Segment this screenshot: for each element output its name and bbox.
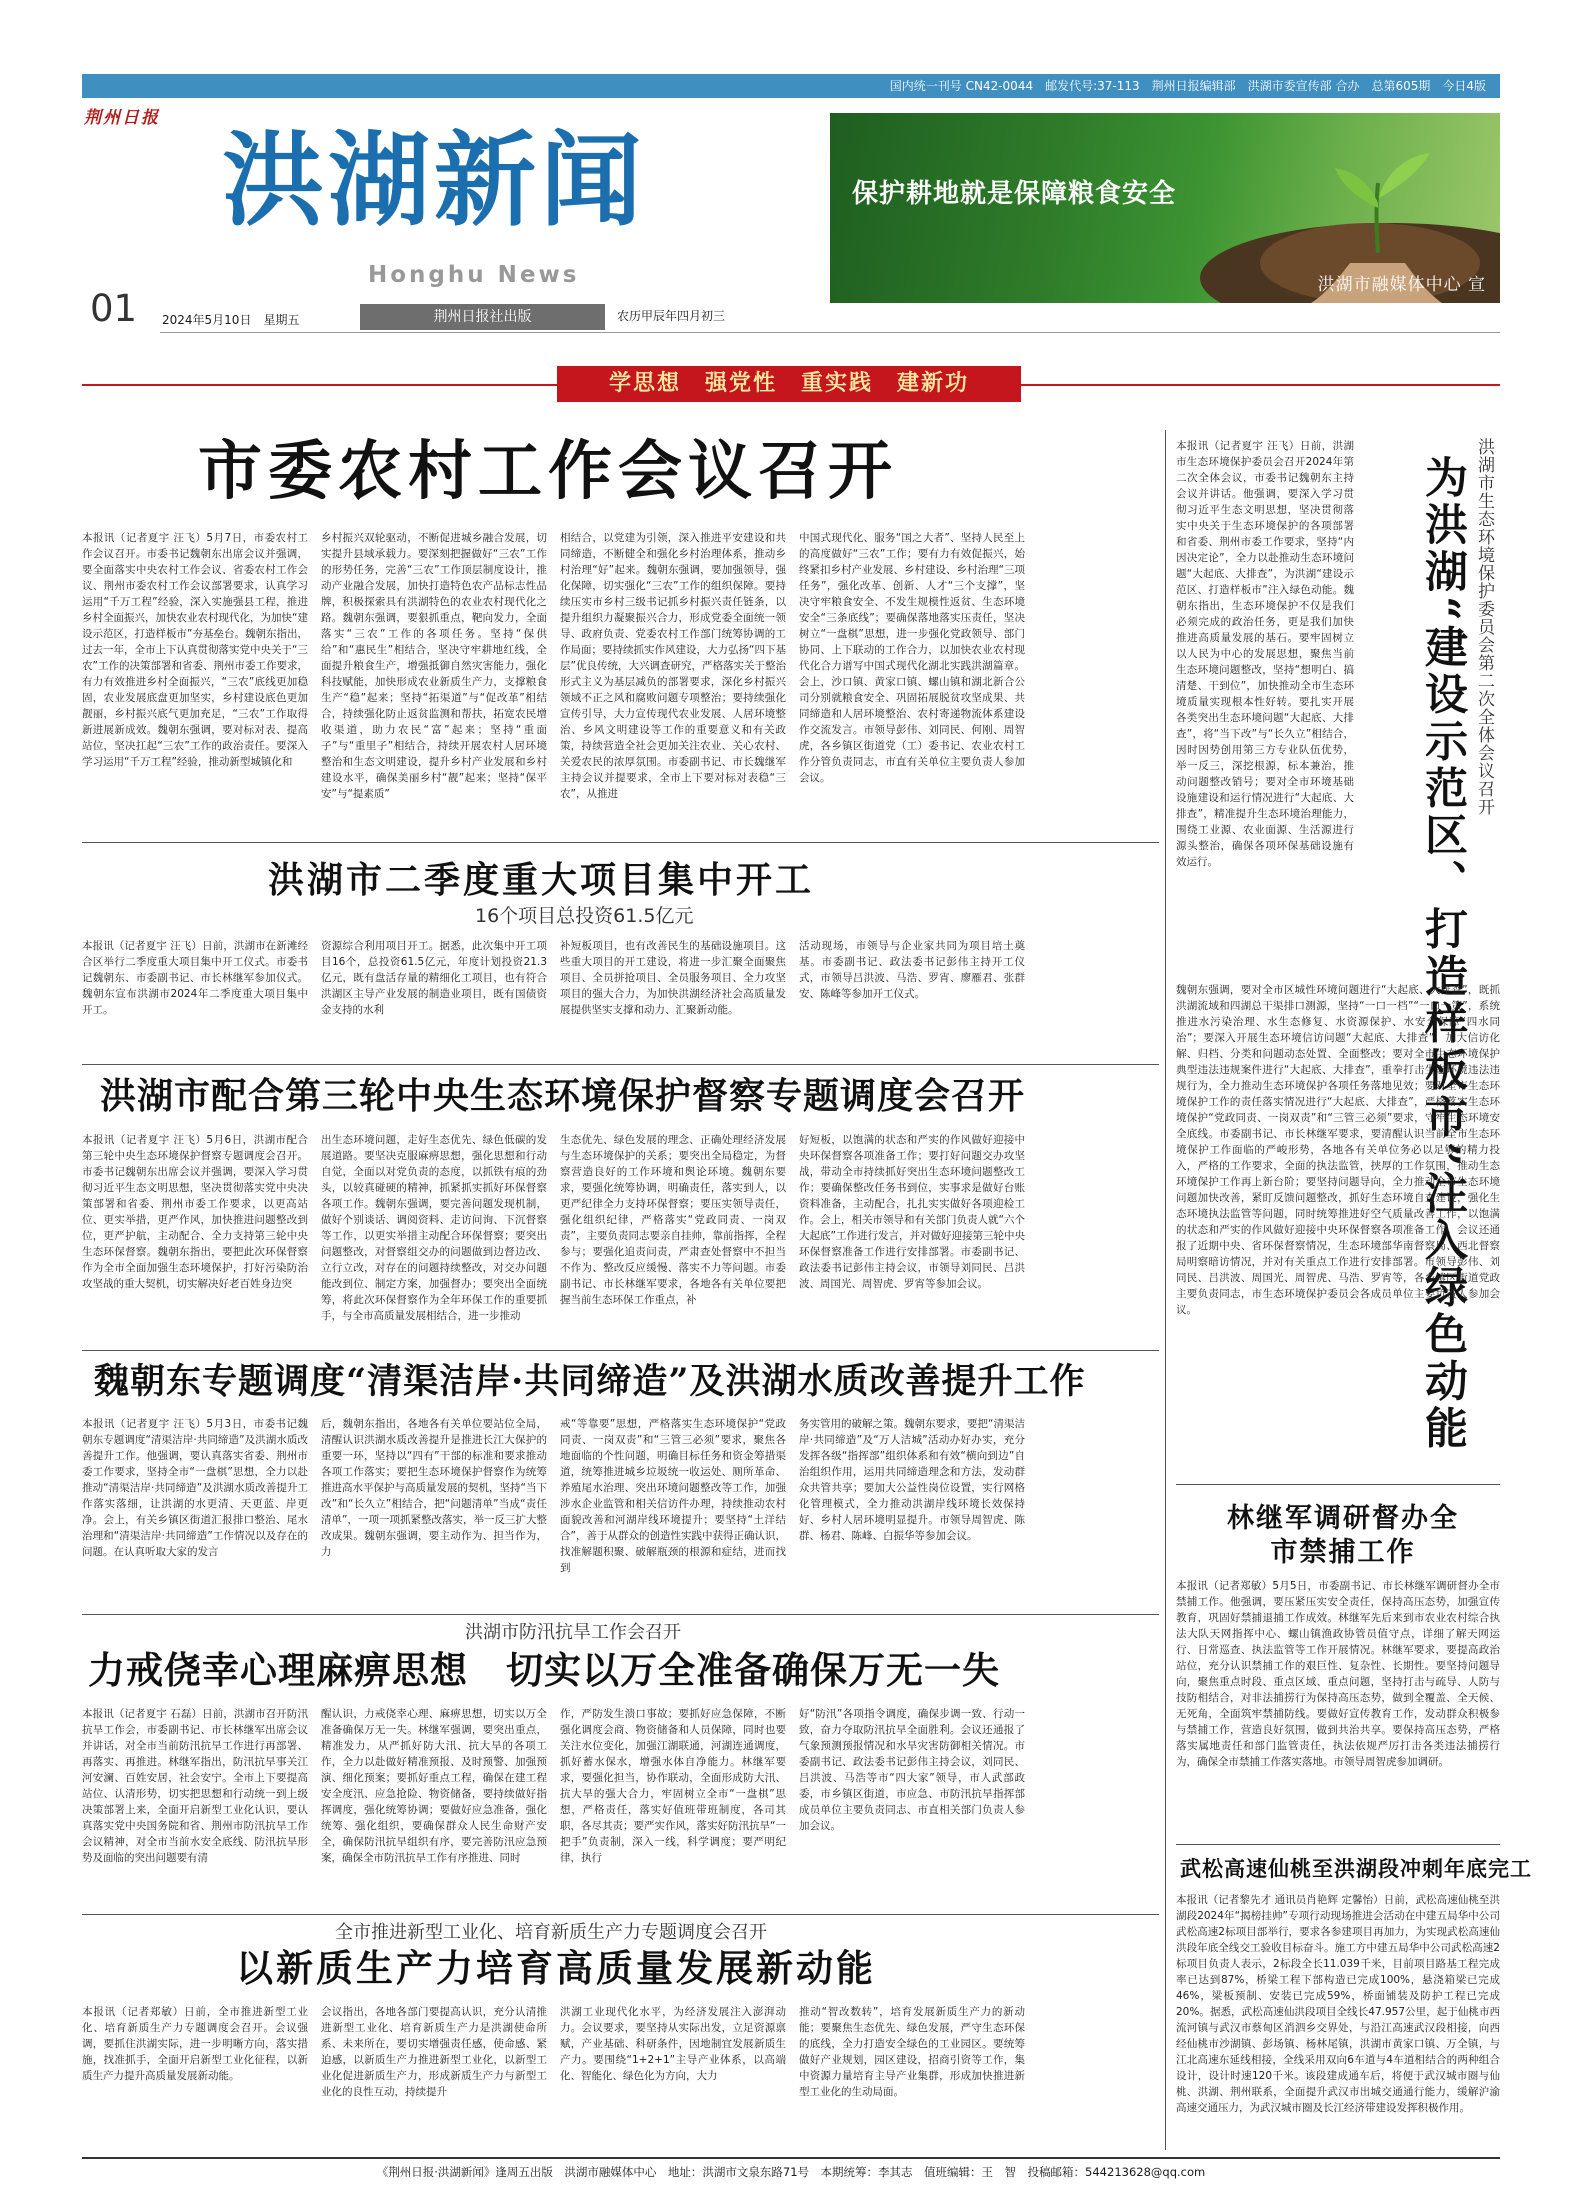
article-column: 本报讯（记者夏宇 石磊）日前，洪湖市召开防汛抗旱工作会，市委副书记、市长林继军出席会议并讲话，对全市当前防汛抗旱工作进行再部署、再落实、再推进。林继军指出，防汛抗旱事关江河安澜、百姓安居，社会安宁。全市上下要提高站位、认清形势，切实把思想和行动统一到上级决策部署上来，全面开启新型工业化认识，要认真落实党中央国务院和省、荆州市防汛抗旱工作会议精神，对全市当前水安全底线、防汛抗旱形势及面临的突出问题要有清 [82,1708,308,1864]
headline-major-projects: 洪湖市二季度重大项目集中开工 [268,859,815,901]
article-column: 魏朝东强调，要对全市区城性环境问题进行“大起底、大排查”，既抓洪湖流域和四湖总干渠排口测源，坚持“一口一档”“一口一策”，系统推进水污染治理、水生态修复、水资源保护、水安全保障“四水同治”；要深入开展生态环境信访问题“大起底、大排查”，加大信访化解、归档、分类和问题动态处置、全面整改；要对全市生态环境保护典型违法违规案件进行“大起底、大排查”，重拳打击生态环境违法违规行为，全力推动生态环境保护各项任务落地见效；要对全市生态环境保护工作的责任落实情况进行“大起底、大排查”，严格落实生态环境保护“党政同责、一岗双责”和“三管三必须”要求，守牢生态环境安全底线。市委副书记、市长林继军要求，要清醒认识当前全市生态环境保护工作面临的严峻形势，各地各有关单位务必以足够的精力投入，严格的工作要求，全面的执法监管，挟厚的工作氛围，推动生态环境保护工作再上新台阶；要坚持问题导向，全力推动全市生态环境问题加快改善，紧盯反馈问题整改，抓好生态环境自查建设，强化生态环境执法监管等问题，同时统筹推进好空气质量改善工作，以饱满的状态和严实的作风做好迎接中央环保督察各项准备工作。会议还通报了近期中央、省环保督察情况，生态环境部华南督察局、西北督察局明察暗访情况，并对有关重点工作进行安排部署。市领导彭伟、刘同民、吕洪波、周国光、周智虎、马浩、罗宵等，各乡镇区街道党政主要负责同志，市生态环境保护委员会各成员单位主要负责人参加会议。 [1176,984,1500,1316]
headline-flood-control: 力戒侥幸心理麻痹思想 切实以万全准备确保万无一失 [88,1648,1000,1692]
section-divider [1176,1484,1500,1485]
slogan-ribbon: 学思想 强党性 重实践 建新功 [557,366,1021,402]
subheadline-eco-committee: 洪湖市生态环境保护委员会第二次全体会议召开 [1474,438,1494,816]
article-column: 本报讯（记者夏宇 汪飞）日前，洪湖市在新滩经合区举行二季度重大项目集中开工仪式。市委书记魏朝东、市委副书记、市长林继军参加仪式。魏朝东宣布洪湖市2024年二季度重大项目集中开工。 [82,940,308,1016]
article-column: 推动“智改数转”，培育发展新质生产力的新动能；要聚焦生态优先、绿色发展，严守生态环保的底线，全力打造安全绿色的工业园区。要统筹做好产业规划，园区建设，招商引资等工作，集中资源力量培育主导产业集群，形成加快推进新型工业化的生动局面。 [799,2006,1025,2098]
section-divider [82,1064,1159,1065]
page-number: 01 [90,287,138,330]
imprint-footer: 《荆州日报·洪湖新闻》逢周五出版 洪湖市融媒体中心 地址：洪湖市文泉东路71号 本期统筹：李其志 值班编辑：王 智 投稿邮箱：544213628@qq.com [376,2165,1206,2179]
lunar-date: 农历甲辰年四月初三 [617,309,726,323]
article-column: 中国式现代化、服务“国之大者”、坚持人民至上的高度做好“三农”工作；要有力有效促振兴，始终紧扣乡村产业发展、乡村建设、乡村治理“三项任务”，强化改革、创新、人才“三个支撑”，坚决守牢粮食安全、不发生规模性返贫、生态环境安全“三条底线”；要确保落地落实压责任，坚决树立“一盘棋”思想，进一步强化党政领导、部门协同、上下联动的工作合力，以加快农业农村现代化合力谱写中国式现代化湖北实践洪湖篇章。会上，沙口镇、黄家口镇、螺山镇和湖北新合公司分别就粮食安全、巩固拓展脱贫攻坚成果、共同缔造和人居环境整治、农村寄递物流体系建设作交流发言。市领导彭伟、刘同民、何刚、周智虎，各乡镇区街道党（工）委书记、农业农村工作分管负责同志，市直有关单位主要负责人参加会议。 [799,532,1025,784]
issue-date: 2024年5月10日 星期五 [162,313,300,327]
column-divider [1165,430,1166,2150]
article-column: 好短板，以饱满的状态和严实的作风做好迎接中央环保督察各项准备工作；要打好问题交办攻坚战，带动全市持续抓好突出生态环境问题整改工作；要确保整改任务书到位，实事求是做好台账资料准备，主动配合，扎扎实实做好各项迎检工作。会上，相关市领导和有关部门负责人就“六个大起底”工作进行发言，并对做好迎接第三轮中央环保督察准备工作进行安排部署。市委副书记、政法委书记彭伟主持会议，市领导刘同民、吕洪波、周国光、周智虎、罗宵等参加会议。 [799,1134,1025,1290]
section-divider [82,842,1159,843]
headline-fishing-ban: 林继军调研督办全市禁捕工作 [1227,1503,1459,1568]
section-divider [1176,1844,1500,1845]
article-column: 会议指出，各地各部门要提高认识，充分认清推进新型工业化、培育新质生产力是洪湖使命所系、未来所在，要切实增强责任感，使命感、紧迫感，以新质生产力推进新型工业化，以新型工业化促进新质生产力，形成新质生产力与新型工业化的良性互动，持续提升 [321,2006,547,2098]
article-column: 资源综合利用项目开工。据悉，此次集中开工项目16个，总投资61.5亿元，年度计划投资21.3亿元，既有盘活存量的精细化工项目，也有符合洪湖区主导产业发展的制造业项目，既有国债资金支持的水利 [321,940,547,1016]
article-column: 本报讯（记者郑敏）5月5日，市委副书记、市长林继军调研督办全市禁捕工作。他强调，要压紧压实安全责任，保持高压态势，加强宣传教育，巩固好禁捕退捕工作成效。林继军先后来到市农业农村综合执法大队天网指挥中心、螺山镇渔政协管员值守点，详细了解天网运行、日常巡查、执法监管等工作开展情况。林继军要求，要提高政治站位，充分认识禁捕工作的艰巨性、复杂性、长期性。要坚持问题导向，聚焦重点时段、重点区域、重点问题，坚持打击与疏导、人防与技防相结合，对非法捕捞行为保持高压态势，做到全覆盖、全天候、无死角，全面筑牢禁捕防线。要做好宣传教育工作，发动群众积极参与禁捕工作，营造良好氛围，做到共治共享。要保持高压态势，严格落实属地责任和部门监管责任，执法依规严厉打击各类违法捕捞行为，确保全市禁捕工作落实落地。市领导周智虎参加调研。 [1176,1580,1500,1768]
banner-organization: 洪湖市融媒体中心 宣 [1317,275,1486,295]
article-column: 生态优先、绿色发展的理念、正确处理经济发展与生态环境保护的关系；要突出全局稳定，为督察营造良好的工作环境和舆论环境。魏朝东要求，要强化统筹协调，明确责任，落实到人，以更严纪律全力支持环保督察；要压实领导责任，强化组织纪律，严格落实“党政同责、一岗双责”，主要负责同志要亲自挂帅，靠前指挥，全程参与；要强化追责问责，严肃查处督察中不担当不作为、整改反应缓慢、落实不力等问题。市委副书记、市长林继军要求，各地各有关单位要把握当前生态环保工作重点，补 [560,1134,786,1306]
masthead-title: 洪湖新闻 [222,121,646,241]
article-column: 相结合，以党建为引领，深入推进平安建设和共同缔造，不断健全和强化乡村治理体系，推动乡村治理“好”起来。魏朝东强调，要加强领导，强化保障，切实强化“三农”工作的组织保障。要持续压实市乡村三级书记抓乡村振兴责任链条，以提升组织力凝聚振兴合力，形成党委全面统一领导、政府负责、党委农村工作部门统筹协调的工作局面；要持续抓实作风建设，大力弘扬“四下基层”优良传统，大兴调查研究，严格落实关于整治形式主义为基层减负的部署要求，深化乡村振兴领域不正之风和腐败问题专项整治；要持续强化宣传引导，大力宣传现代农业发展、人居环境整治、乡风文明建设等工作的重要意义和有关政策，持续营造全社会更加关注农业、关心农村、关爱农民的浓厚氛围。市委副书记、市长魏继军主持会议并提要求，全市上下要对标对表稳“三农”，从推进 [560,532,786,800]
article-column: 本报讯（记者郑敏）日前，全市推进新型工业化、培育新质生产力专题调度会召开。会议强调，要抓住洪湖实际，进一步明晰方向，落实措施，找准抓手，全面开启新型工业化征程，以新质生产力提升高质量发展新动能。 [82,2006,308,2082]
article-column: 作，严防发生溃口事故；要抓好应急保障，不断强化调度会商、物资储备和人员保障，同时也要关注水位变化，加强江湖联通，河湖连通调度，抓好蓄水保水，增强水体自净能力。林继军要求，要强化担当，协作联动，全面形成防大汛、抗大旱的强大合力，牢固树立全市“一盘棋”思想，严格责任，落实好值班带班制度，各司其职，各尽其责；要严实作风，落实好防汛抗旱“一把手”负责制，深入一线，科学调度；要严明纪律，执行 [560,1708,786,1864]
article-column: 活动现场，市领导与企业家共同为项目培土奠基。市委副书记、政法委书记彭伟主持开工仪式，市领导吕洪波、马浩、罗宵、廖雁君、张群安、陈峰等参加开工仪式。 [799,940,1025,1000]
article-column: 乡村振兴双轮驱动，不断促进城乡融合发展，切实提升县域承载力。要深刻把握做好“三农”工作的形势任务，完善“三农”工作顶层制度设计，推动产业融合发展，加快打造特色农产品标志性品牌，积极探索具有洪湖特色的农业农村现代化之路。魏朝东强调，要狠抓重点，靶向发力，全面落实“三农”工作的各项任务。坚持“保供给”和“惠民生”相结合，坚决守牢耕地红线，全面提升粮食生产，增强抵御自然灾害能力，强化科技赋能，加快形成农业新质生产力，支撑粮食生产“稳”起来；坚持“拓渠道”与“促改革”相结合，持续强化防止返贫监测和帮扶，拓宽农民增收渠道，助力农民“富”起来；坚持“重面子”与“重里子”相结合，持续开展农村人居环境整治和生态文明建设，提升乡村产业发展和乡村建设水平，确保美丽乡村“靓”起来；坚持“保平安”与“提素质” [321,532,547,800]
article-column: 好“防汛”各项指令调度，确保步调一致、行动一致，奋力夺取防汛抗旱全面胜利。会议还通报了气象预测预报情况和水旱灾害防御相关情况。市委副书记、政法委书记彭伟主持会议，刘同民、吕洪波、马浩等市“四大家”领导，市人武部政委，市乡镇区街道，市应急、市防汛抗旱指挥部成员单位主要负责同志、市直相关部门负责人参加会议。 [799,1708,1025,1832]
article-column: 洪湖工业现代化水平，为经济发展注入澎湃动力。会议要求，要坚持从实际出发，立足资源禀赋，产业基础、科研条件，因地制宜发展新质生产力。要围绕“1+2+1”主导产业体系，以高端化、智能化、绿色化为方向，大力 [560,2006,786,2082]
headline-eco-inspection: 洪湖市配合第三轮中央生态环境保护督察专题调度会召开 [100,1075,1026,1117]
article-column: 本报讯（记者黎先才 通讯员肖艳辉 定馨怡）日前，武松高速仙桃至洪湖段2024年“揭榜挂帅”专项行动现场推进会活动在中建五局华中公司武松高速2标项目部举行，要求各参建项目再加力，为实现武松高速仙洪段年底全线交工验收目标奋斗。施工方中建五局华中公司武松高速2标项目负责人表示，2标段全长11.039千米，目前项目路基工程完成率已达到87%，桥梁工程下部构造已完成100%，悬浇箱梁已完成46%，梁板预制、安装已完成59%，桥面铺装及防护工程已完成20%。据悉，武松高速仙洪段项目全线长47.957公里，起于仙桃市西流河镇与武汉市蔡甸区消泗乡交界处，与沿江高速武汉段相接，向西经仙桃市沙湖镇、彭场镇、杨林尾镇，洪湖市黄家口镇、万全镇，与江北高速东延线相接，全线采用双向6车道与4车道相结合的两种组合设计，设计时速120千米。该段建成通车后，将便于武汉城市圈与仙桃、洪湖、荆州联系，全面提升武汉市出城交通通行能力，缓解沪渝高速交通压力，为武汉城市圈及长江经济带建设发挥积极作用。 [1176,1894,1500,2114]
headline-green-momentum: 为洪湖“建设示范区、打造样板市”注入绿色动能 [1418,455,1468,1453]
jingzhou-daily-logo: 荆州日报 [84,108,160,128]
section-divider [82,1914,1159,1915]
article-column: 醒认识，力戒侥幸心理、麻痹思想，切实以万全准备确保万无一失。林继军强调，要突出重点，精准发力，从严抓好防大汛、抗大旱的各项工作，全力以赴做好精准预报、及时预警、加强预演、细化预案；要抓好重点工程，确保在建工程安全度汛、应急抢险、物资储备，要持续做好指挥调度，强化统筹协调；要做好应急准备，强化统筹、强化组织，要确保群众人民生命财产安全，确保防汛抗旱组织有序，要完善防汛应急预案，确保全市防汛抗旱工作有序推进、同时 [321,1708,547,1864]
article-column: 补短板项目，也有改善民生的基础设施项目。这些重大项目的开工建设，将进一步汇聚全面聚焦项目、全员拼抢项目、全员服务项目、全力攻坚项目的强大合力，为加快洪湖经济社会高质量发展提供坚实支撑和动力、汇聚新动能。 [560,940,786,1016]
headline-new-productivity: 以新质生产力培育高质量发展新动能 [236,1946,876,1990]
subheadline-investment: 16个项目总投资61.5亿元 [475,905,694,927]
article-column: 戒“等靠要”思想，严格落实生态环境保护“党政同责、一岗双责”和“三管三必须”要求，聚焦各地面临的个性问题，明确目标任务和资金筹措渠道，统筹推进城乡垃圾统一收运处、厕所革命、养殖尾水治理、突出环境问题整改等工作，加强涉水企业监管和相关信访件办理，持续推动农村面貌改善和河湖岸线环境提升；要坚持“土洋结合”，善于从群众的创造性实践中获得正确认识，找准解题积聚、破解瓶颈的根源和症结，进而找到 [560,1418,786,1574]
publisher-badge: 荆州日报社出版 [360,304,605,330]
kicker-flood-meeting: 洪湖市防汛抗旱工作会召开 [465,1622,681,1643]
article-column: 出生态环境问题，走好生态优先、绿色低碳的发展道路。要坚决克服麻痹思想，强化思想和行动自觉，全面以对党负责的态度，以抓铁有痕的劲头，以较真碰硬的精神，抓紧抓实抓好环保督察各项工作。魏朝东强调，要完善问题发现机制，做好个别谈话、调阅资料、走访问询、下沉督察等工作，以更实举措主动配合环保督察；要突出问题整改，对督察组交办的问题做到边督边改、立行立改，对存在的问题持续整改，对交办问题能改到位、制定方案，加强督办；要突出全面统筹，将此次环保督察作为全年环保工作的重要抓手，与全市高质量发展相结合，进一步推动 [321,1134,547,1322]
headline-highway-completion: 武松高速仙桃至洪湖段冲刺年底完工 [1180,1856,1532,1881]
article-column: 务实管用的破解之策。魏朝东要求，要把“清渠洁岸·共同缔造”及“万人洁城”活动办好办实，充分发挥各级“指挥部”组织体系和有效“横向到边”自治组织作用，运用共同缔造理念和方法，发动群众共管共享；要加大公益性岗位设置，实行网格化管理模式，全力推动洪湖岸线环境长效保持好、乡村人居环境明显提升。市领导周智虎、陈群、杨君、陈峰、白振华等参加会议。 [799,1418,1025,1542]
headline-rural-work-meeting: 市委农村工作会议召开 [198,434,898,509]
masthead-english: Honghu News [368,262,580,288]
kicker-industrialization: 全市推进新型工业化、培育新质生产力专题调度会召开 [335,1922,767,1943]
footer-rule [82,2157,1500,2159]
banner-slogan: 保护耕地就是保障粮食安全 [852,179,1177,209]
masthead-info-bar: 国内统一刊号 CN42-0044 邮发代号:37-113 荆州日报编辑部 洪湖市委宣传部 合办 总第605期 今日4版 [82,74,1500,98]
section-divider [82,1614,1159,1615]
masthead-divider [160,332,1500,333]
article-column: 本报讯（记者夏宇 汪飞）5月6日，洪湖市配合第三轮中央生态环境保护督察专题调度会召开。市委书记魏朝东出席会议并强调，要深入学习贯彻习近平生态文明思想，坚决贯彻落实党中央决策部署和省委、荆州市委工作要求，以更高站位、更实举措，更严作风，加快推进问题整改到位，更严护航，主动配合、全力支持第三轮中央生态环保督察。魏朝东指出，要把此次环保督察作为全市全面加强生态环境保护，打好污染防治攻坚战的重大契机，切实解决好老百姓身边突 [82,1134,308,1290]
article-column: 本报讯（记者夏宇 汪飞）日前，洪湖市生态环境保护委员会召开2024年第二次全体会议，市委书记魏朝东主持会议并讲话。他强调，要深入学习贯彻习近平生态文明思想，坚决贯彻落实中央关于生态环境保护的各项部署和省委、荆州市委工作要求，坚持“内因决定论”，全力以赴推动生态环境问题“大起底、大排查”，为洪湖“建设示范区、打造样板市”注入绿色动能。魏朝东指出，生态环境保护不仅是我们必须完成的政治任务，更是我们加快推进高质量发展的基石。要牢固树立以人民为中心的发展思想，聚焦当前生态环境问题整改，坚持“想明白、搞清楚、干到位”，加快推动全市生态环境质量实现根本性好转。要扎实开展各类突出生态环境问题“大起底、大排查”，将“当下改”与“长久立”相结合，因时因势创用第三方专业队伍优势，举一反三，深挖根源，标本兼治，推动问题整改销号；要对全市环境基础设施建设和运行情况进行“大起底、大排查”，精准提升生态环境治理能力，围绕工业源、农业面源、生活源进行源头整治，确保各项环保基础设施有效运行。 [1176,440,1354,868]
article-column: 本报讯（记者夏宇 汪飞）5月3日，市委书记魏朝东专题调度“清渠洁岸·共同缔造”及洪湖水质改善提升工作。他强调，要认真落实省委、荆州市委工作要求，坚持全市“一盘棋”思想，全力以赴推动“清渠洁岸·共同缔造”及洪湖水质改善提升工作落实落细，让洪湖的水更清、天更蓝、岸更净。会上，有关乡镇区街道汇报排口整治、尾水治理和“清渠洁岸·共同缔造”工作情况以及存在的问题。在认真听取大家的发言 [82,1418,308,1558]
article-column: 后，魏朝东指出，各地各有关单位要站位全局，清醒认识洪湖水质改善提升是推进长江大保护的重要一环，坚持以“四有”干部的标准和要求推动各项工作落实；要把生态环境保护督察作为统筹推进高水平保护与高质量发展的契机，坚持“当下改”和“长久立”相结合，把“问题清单”当成“责任清单”，一项一项抓紧整改落实，举一反三扩大整改成果。魏朝东强调，要主动作为、担当作为，力 [321,1418,547,1558]
headline-water-quality: 魏朝东专题调度“清渠洁岸·共同缔造”及洪湖水质改善提升工作 [94,1361,1086,1402]
section-divider [82,1350,1159,1351]
article-column: 本报讯（记者夏宇 汪飞）5月7日，市委农村工作会议召开。市委书记魏朝东出席会议并强调，要全面落实中央农村工作会议、省委农村工作会议、荆州市委农村工作会议部署要求，认真学习运用“千万工程”经验，深入实施强县工程，推进乡村全面振兴，加快农业农村现代化，为加快“建设示范区，打造样板市”夯基垒台。魏朝东指出，过去一年，全市上下认真贯彻落实党中央关于“三农”工作的决策部署和省委、荆州市委工作要求，有力有效推进乡村全面振兴，“三农”底线更加稳固，农业发展底盘更加坚实，乡村建设底色更加靓丽，乡村振兴底气更加充足，“三农”工作取得新进展新成效。魏朝东强调，要对标对表、提高站位，坚决扛起“三农”工作的政治责任。要深入学习运用“千万工程”经验，推动新型城镇化和 [82,532,308,768]
farmland-banner-ad [830,113,1500,303]
